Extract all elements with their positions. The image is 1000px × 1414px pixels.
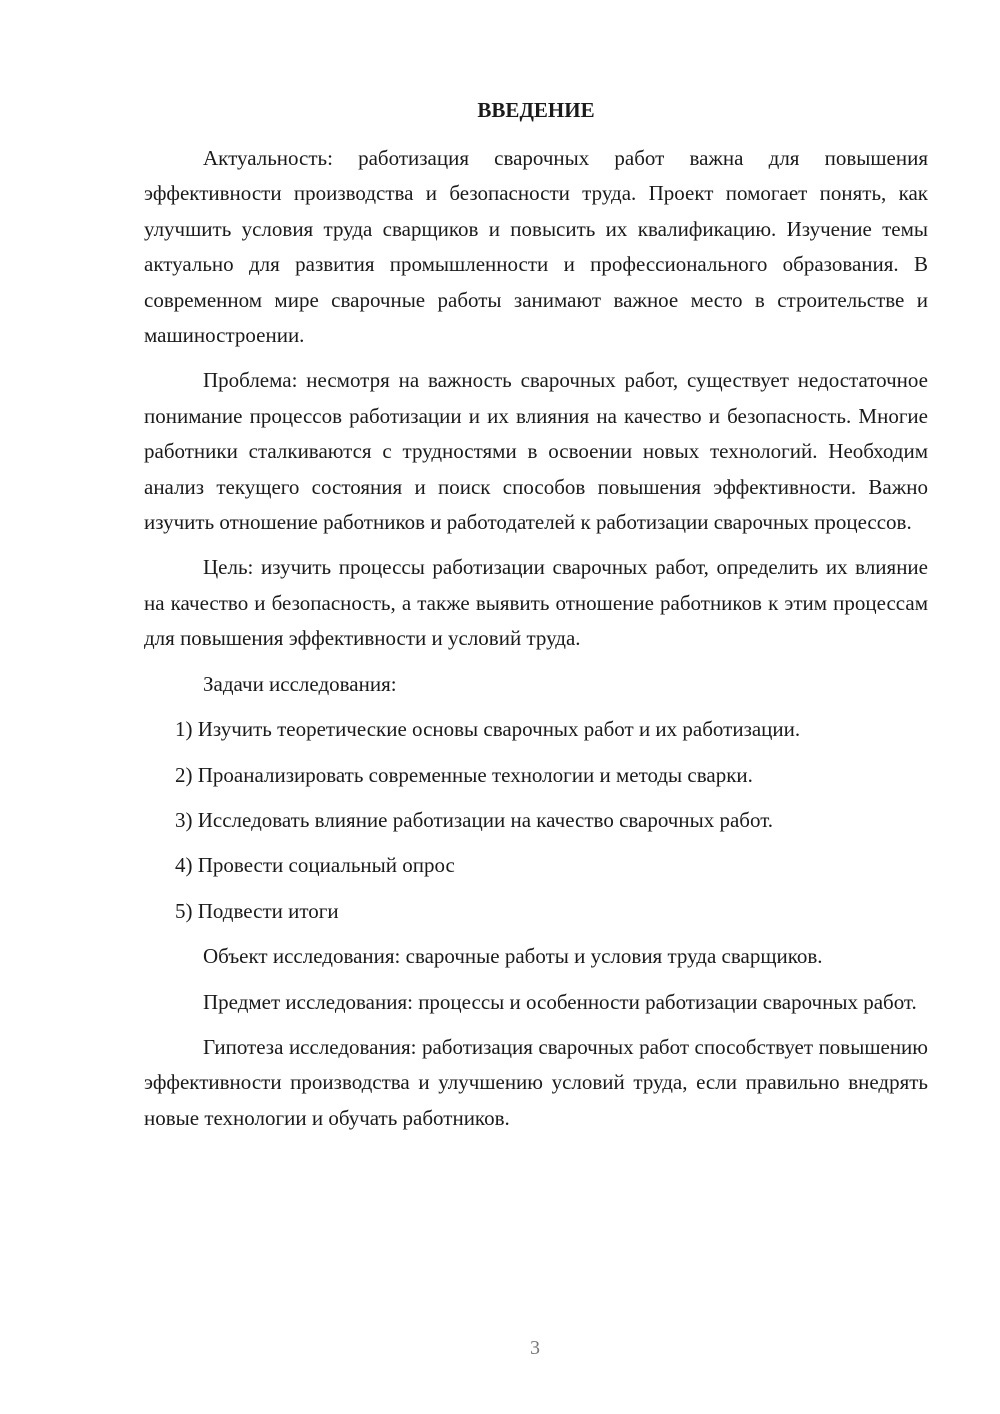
paragraph-relevance: Актуальность: работизация сварочных работ важна для повышения эффективности производства и безопасности труда. Проект помогает понять, как улучшить условия труда сварщиков и повысить их квалификацию. Изучение темы актуально для развития промышленности и профессионального образования. В современном мире сварочные работы занимают важное место в строительстве и машиностроении. xyxy=(144,146,928,348)
list-item: 3) Исследовать влияние работизации на качество сварочных работ. xyxy=(175,807,774,832)
list-item: 4) Провести социальный опрос xyxy=(175,853,455,878)
paragraph-object: Объект исследования: сварочные работы и условия труда сварщиков. xyxy=(203,944,823,969)
paragraph-subject: Предмет исследования: процессы и особенности работизации сварочных работ. xyxy=(203,989,917,1014)
list-item: 2) Проанализировать современные технологии и методы сварки. xyxy=(175,762,753,787)
tasks-heading: Задачи исследования: xyxy=(203,671,397,696)
list-item: 5) Подвести итоги xyxy=(175,898,339,923)
paragraph-problem: Проблема: несмотря на важность сварочных работ, существует недостаточное понимание процессов работизации и их влияния на качество и безопасность. Многие работники сталкиваются с трудностями в освоении новых технологий. Необходим анализ текущего состояния и поиск способов повышения эффективности. Важно изучить отношение работников и работодателей к работизации сварочных процессов. xyxy=(144,368,928,535)
tasks-list xyxy=(144,712,928,929)
page-number: 3 xyxy=(530,1337,540,1359)
list-item: 1) Изучить теоретические основы сварочных работ и их работизации. xyxy=(175,717,801,742)
page-title: ВВЕДЕНИЕ xyxy=(477,98,595,122)
paragraph-goal: Цель: изучить процессы работизации сварочных работ, определить их влияние на качество и безопасность, а также выявить отношение работников к этим процессам для повышения эффективности и условий труда. xyxy=(144,555,928,651)
paragraph-hypothesis: Гипотеза исследования: работизация сварочных работ способствует повышению эффективности производства и улучшению условий труда, если правильно внедрять новые технологии и обучать работников. xyxy=(144,1034,928,1130)
document-body xyxy=(144,141,928,1146)
